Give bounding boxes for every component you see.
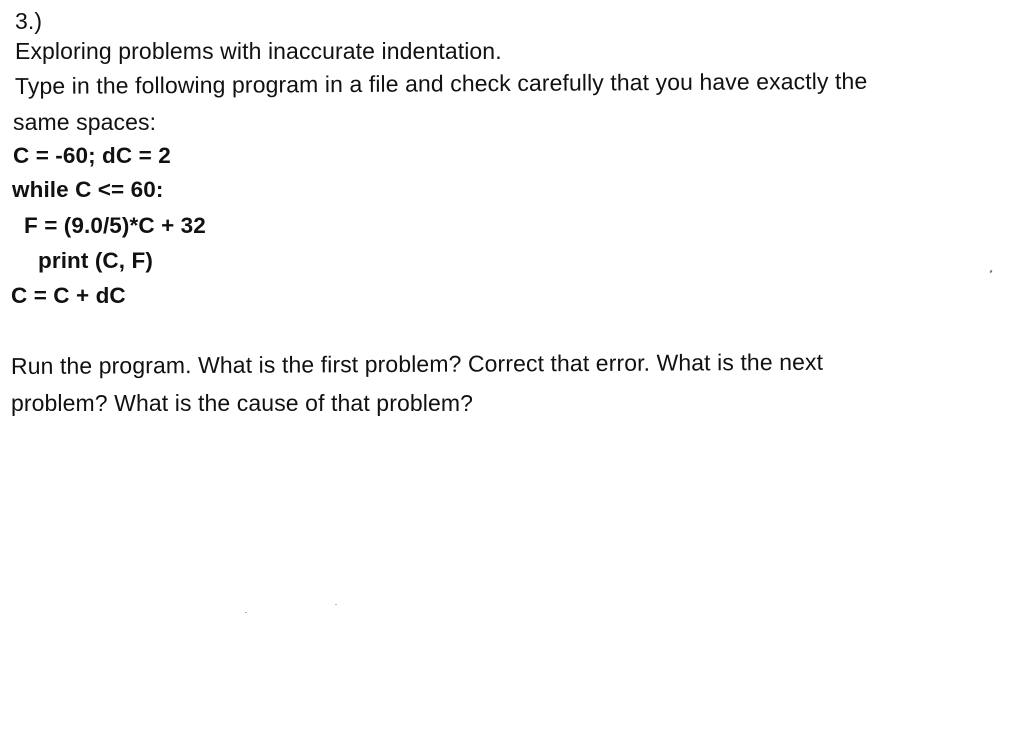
instructions-line-1: Run the program. What is the first problem? Correct that error. What is the next xyxy=(10,348,824,379)
code-line-1: C = -60; dC = 2 xyxy=(13,143,171,168)
question-number: 3.) xyxy=(15,8,43,34)
instructions-line-2: problem? What is the cause of that problem? xyxy=(11,390,473,416)
scan-speck xyxy=(335,604,337,605)
code-line-5: C = C + dC xyxy=(11,283,126,308)
scan-speck xyxy=(989,270,992,274)
code-line-4: print (C, F) xyxy=(38,248,153,273)
question-heading: Exploring problems with inaccurate indentation. xyxy=(15,38,502,64)
intro-line-2: same spaces: xyxy=(13,109,157,135)
scan-speck xyxy=(245,612,247,613)
intro-line-1: Type in the following program in a file and check carefully that you have exactly the xyxy=(14,67,868,99)
code-line-3: F = (9.0/5)*C + 32 xyxy=(24,213,206,238)
code-line-2: while C <= 60: xyxy=(12,177,164,202)
